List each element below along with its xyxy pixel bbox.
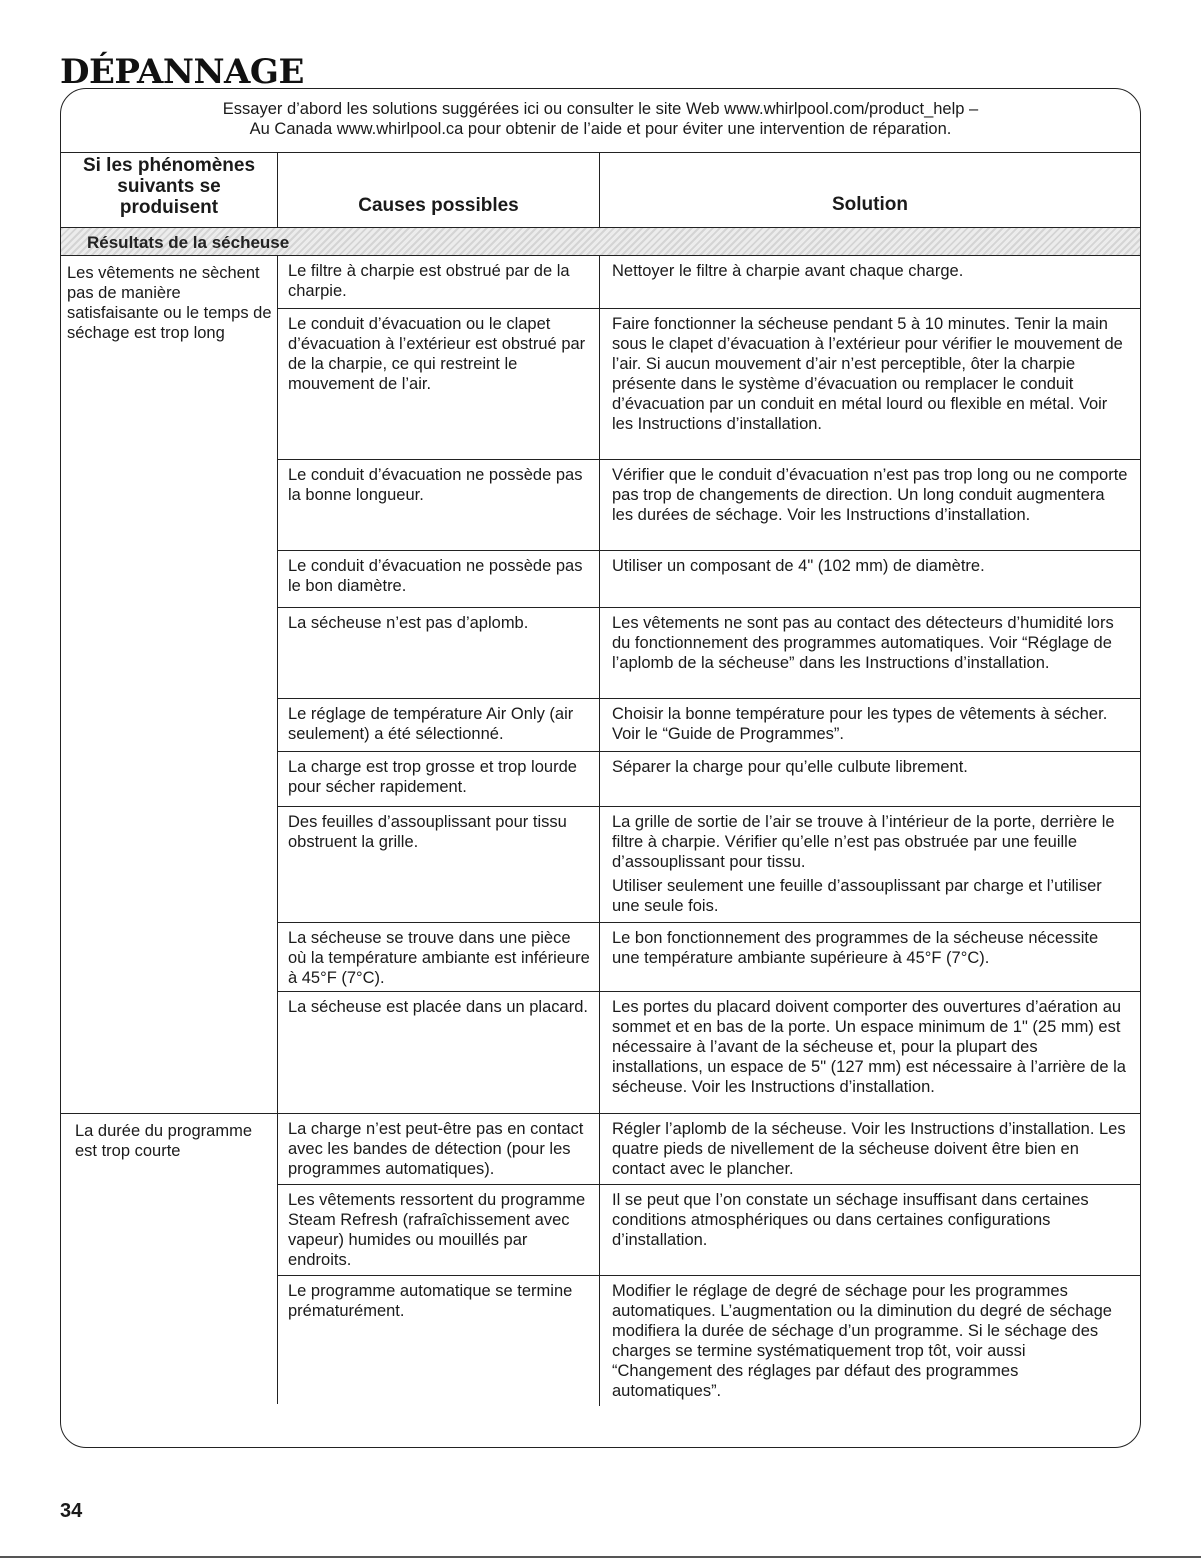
table-row xyxy=(278,923,1140,992)
cause-cell: Le conduit d’évacuation ou le clapet d’évacuation à l’extérieur est obstrué par de la charpie, ce qui restreint le mouvement de l’air. xyxy=(278,309,600,459)
solution-cell xyxy=(600,992,1140,1113)
cause-cell: La sécheuse n’est pas d’aplomb. xyxy=(278,608,600,698)
table-row xyxy=(278,807,1140,923)
header-symptom-line: suivants se xyxy=(117,176,221,197)
symptom-group xyxy=(61,256,1140,1114)
intro-line-2: Au Canada www.whirlpool.ca pour obtenir de l’aide et pour éviter une intervention de réparation. xyxy=(249,120,952,138)
solution-text: Utiliser seulement une feuille d’assouplissant par charge et l’utiliser une seule fois. xyxy=(612,877,1102,915)
solution-text: Vérifier que le conduit d’évacuation n’est pas trop long ou ne comporte pas trop de changements de direction. Un long conduit augmentera les durées de séchage. Voir les Instructions d’installation. xyxy=(612,466,1128,524)
table-row xyxy=(278,608,1140,699)
table-row xyxy=(278,551,1140,608)
page-title: DÉPANNAGE xyxy=(60,52,304,92)
table-row xyxy=(278,1276,1140,1406)
cause-cell: La sécheuse se trouve dans une pièce où la température ambiante est inférieure à 45°F (7°C). xyxy=(278,923,600,991)
solution-cell xyxy=(600,1114,1140,1184)
solution-text: La grille de sortie de l’air se trouve à l’intérieur de la porte, derrière le filtre à charpie. Vérifier qu’elle n’est pas obstruée par une feuille d’assouplissant pour tissu. xyxy=(612,813,1115,871)
troubleshooting-table xyxy=(60,88,1141,1448)
solution-text: Nettoyer le filtre à charpie avant chaque charge. xyxy=(612,262,964,280)
symptom-text: La durée du programme est trop courte xyxy=(61,1114,278,1404)
header-solution: Solution xyxy=(832,194,908,215)
cause-cell: Le programme automatique se termine prématurément. xyxy=(278,1276,600,1406)
solution-text: Il se peut que l’on constate un séchage insuffisant dans certaines conditions atmosphériques ou dans certaines configurations d’installation. xyxy=(612,1191,1089,1249)
header-symptom-line: Si les phénomènes xyxy=(82,155,256,176)
cause-cell: Le conduit d’évacuation ne possède pas la bonne longueur. xyxy=(278,460,600,550)
solution-text: Choisir la bonne température pour les types de vêtements à sécher. Voir le “Guide de Programmes”. xyxy=(612,705,1108,743)
solution-text: Régler l’aplomb de la sécheuse. Voir les Instructions d’installation. Les quatre pieds de nivellement de la sécheuse doivent être bien en contact avec le plancher. xyxy=(612,1120,1126,1178)
header-symptom-line: produisent xyxy=(119,197,219,218)
cause-rows xyxy=(278,256,1140,1113)
solution-text: Séparer la charge pour qu’elle culbute librement. xyxy=(612,758,968,776)
page-number: 34 xyxy=(60,1500,83,1522)
page-divider xyxy=(0,1556,1201,1558)
solution-cell xyxy=(600,551,1140,607)
symptom-text: Les vêtements ne sèchent pas de manière satisfaisante ou le temps de séchage est trop long xyxy=(61,256,278,1113)
solution-cell xyxy=(600,608,1140,698)
solution-cell xyxy=(600,807,1140,922)
table-row xyxy=(278,1114,1140,1185)
section-heading: Résultats de la sécheuse xyxy=(61,228,1140,256)
solution-cell xyxy=(600,256,1140,308)
solution-text: Modifier le réglage de degré de séchage pour les programmes automatiques. L’augmentation ou la diminution du degré de séchage modifiera la durée de séchage d’un programme. Si le séchage des charges se termine systématiquement trop tôt, voir aussi “Changement des réglages par défaut des programmes automatiques”. xyxy=(612,1282,1112,1400)
table-header xyxy=(61,153,1140,228)
table-row xyxy=(278,309,1140,460)
header-causes: Causes possibles xyxy=(278,153,600,227)
cause-cell: Des feuilles d’assouplissant pour tissu obstruent la grille. xyxy=(278,807,600,922)
cause-cell: Le filtre à charpie est obstrué par de la charpie. xyxy=(278,256,600,308)
cause-cell: Les vêtements ressortent du programme Steam Refresh (rafraîchissement avec vapeur) humides ou mouillés par endroits. xyxy=(278,1185,600,1275)
cause-cell: La charge n’est peut-être pas en contact avec les bandes de détection (pour les programmes automatiques). xyxy=(278,1114,600,1184)
cause-cell: Le réglage de température Air Only (air seulement) a été sélectionné. xyxy=(278,699,600,751)
cause-cell: La sécheuse est placée dans un placard. xyxy=(278,992,600,1113)
solution-cell xyxy=(600,460,1140,550)
solution-text: Utiliser un composant de 4" (102 mm) de diamètre. xyxy=(612,557,985,575)
table-row xyxy=(278,752,1140,807)
solution-text: Les portes du placard doivent comporter des ouvertures d’aération au sommet et en bas de la porte. Un espace minimum de 1" (25 mm) est nécessaire à l’avant de la sécheuse et, pour la plupart des installations, un espace de 5" (127 mm) est nécessaire à l’arrière de la sécheuse. Voir les Instructions d’installation. xyxy=(612,998,1126,1096)
solution-cell xyxy=(600,699,1140,751)
intro-line-1: Essayer d’abord les solutions suggérées ici ou consulter le site Web www.whirlpool.com/product_help – xyxy=(222,100,979,118)
solution-text: Les vêtements ne sont pas au contact des détecteurs d’humidité lors du fonctionnement des programmes automatiques. Voir “Réglage de l’aplomb de la sécheuse” dans les Instructions d’installation. xyxy=(612,614,1114,672)
header-symptom xyxy=(61,153,278,227)
cause-rows xyxy=(278,1114,1140,1404)
solution-cell xyxy=(600,752,1140,806)
solution-text: Faire fonctionner la sécheuse pendant 5 à 10 minutes. Tenir la main sous le clapet d’évacuation à l’extérieur pour vérifier le mouvement de l’air. Si aucun mouvement d’air n’est perceptible, ôter la charpie présente dans le système d’évacuation ou remplacer le conduit d’évacuation par un conduit en métal lourd ou flexible en métal. Voir les Instructions d’installation. xyxy=(612,315,1123,433)
table-row xyxy=(278,1185,1140,1276)
intro-text xyxy=(61,89,1140,153)
solution-cell xyxy=(600,1185,1140,1275)
solution-cell xyxy=(600,309,1140,459)
symptom-group xyxy=(61,1114,1140,1404)
cause-cell: Le conduit d’évacuation ne possède pas le bon diamètre. xyxy=(278,551,600,607)
table-row xyxy=(278,460,1140,551)
solution-text: Le bon fonctionnement des programmes de la sécheuse nécessite une température ambiante supérieure à 45°F (7°C). xyxy=(612,929,1099,967)
table-row xyxy=(278,256,1140,309)
solution-cell xyxy=(600,1276,1140,1406)
solution-cell xyxy=(600,923,1140,991)
table-row xyxy=(278,699,1140,752)
table-row xyxy=(278,992,1140,1113)
cause-cell: La charge est trop grosse et trop lourde pour sécher rapidement. xyxy=(278,752,600,806)
